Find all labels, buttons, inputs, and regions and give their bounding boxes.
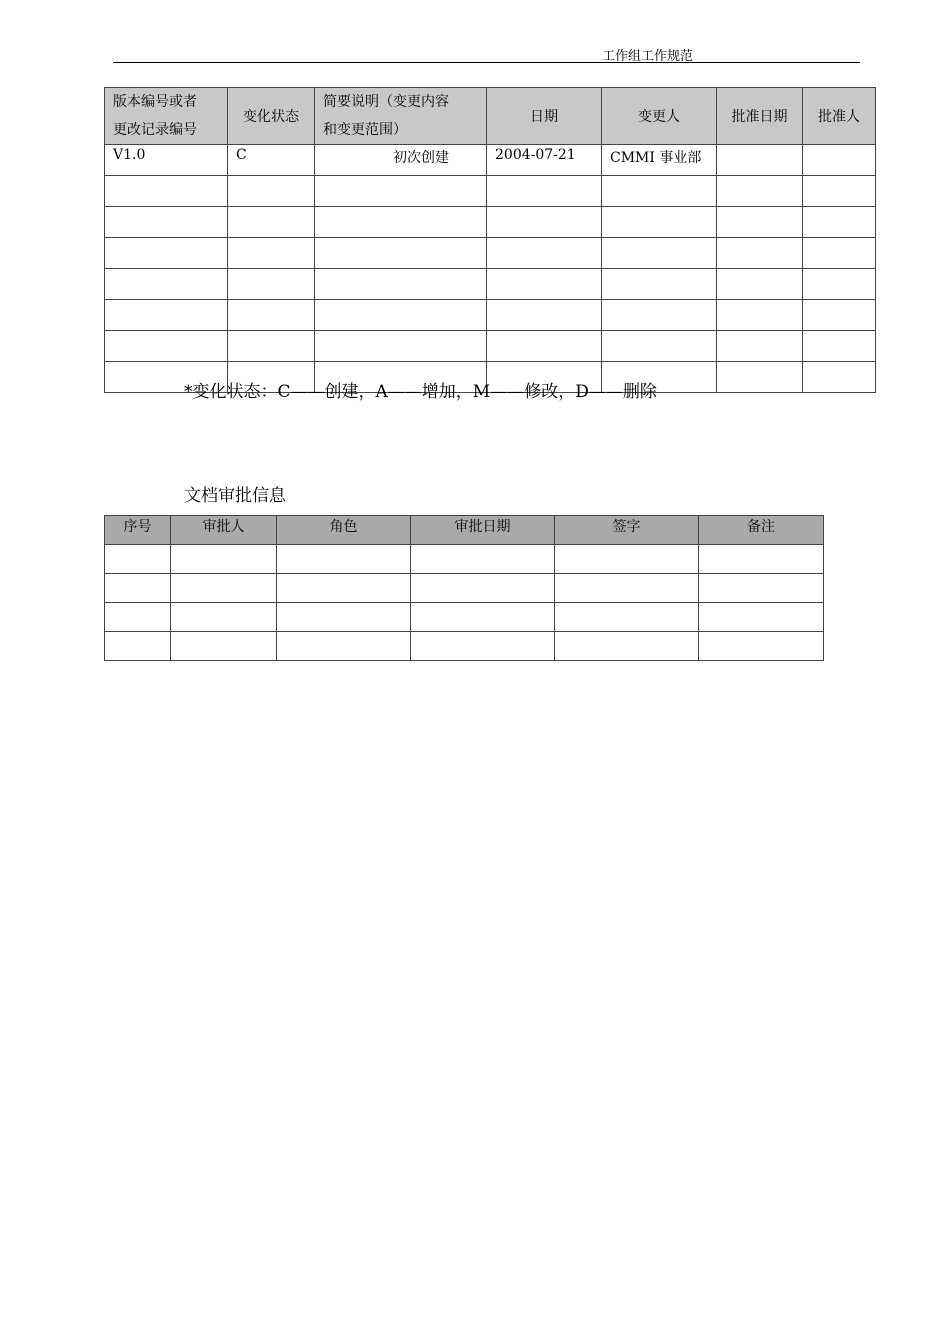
- cell: [803, 331, 876, 362]
- note-item-add: A——增加，: [375, 382, 473, 402]
- approval-header-row: [105, 516, 824, 545]
- change-table-header-row: [105, 88, 876, 145]
- cell: [803, 176, 876, 207]
- cell: [487, 300, 602, 331]
- cell: [105, 300, 228, 331]
- cell: [555, 603, 699, 632]
- cell: [602, 207, 717, 238]
- cell: [411, 603, 555, 632]
- cell: [699, 574, 824, 603]
- cell: [105, 574, 171, 603]
- table-row: [105, 545, 824, 574]
- cell: [487, 176, 602, 207]
- header-role: 角色: [277, 516, 411, 545]
- header-approval-date: 批准日期: [717, 88, 803, 145]
- cell: [717, 300, 803, 331]
- header-version-line1: 版本编号或者: [113, 94, 197, 110]
- header-remarks: 备注: [699, 516, 824, 545]
- cell: [105, 176, 228, 207]
- cell: [411, 545, 555, 574]
- cell-approver: [803, 145, 876, 176]
- header-divider: [113, 62, 860, 63]
- cell: [171, 545, 277, 574]
- cell: [803, 207, 876, 238]
- cell: [555, 545, 699, 574]
- header-version-line2: 更改记录编号: [113, 122, 197, 138]
- cell: [105, 632, 171, 661]
- cell-version: V1.0: [105, 145, 228, 176]
- cell: [717, 269, 803, 300]
- cell: [315, 269, 487, 300]
- cell: [602, 300, 717, 331]
- table-row: [105, 603, 824, 632]
- cell: [315, 300, 487, 331]
- cell: [602, 331, 717, 362]
- cell: [699, 632, 824, 661]
- table-row: [105, 145, 876, 176]
- header-brief-line2: 和变更范围）: [323, 122, 407, 138]
- cell: [487, 207, 602, 238]
- header-changer: 变更人: [602, 88, 717, 145]
- cell: [803, 300, 876, 331]
- approval-table: [104, 515, 824, 661]
- cell: [228, 207, 315, 238]
- cell: [803, 269, 876, 300]
- header-approver: 审批人: [171, 516, 277, 545]
- table-row: [105, 331, 876, 362]
- cell: [105, 545, 171, 574]
- header-seq: 序号: [105, 516, 171, 545]
- status-legend-note: [184, 377, 657, 402]
- table-row: [105, 632, 824, 661]
- note-prefix: *: [184, 382, 193, 402]
- cell: [699, 603, 824, 632]
- cell: [228, 269, 315, 300]
- cell: [699, 545, 824, 574]
- cell: [277, 603, 411, 632]
- cell: [803, 238, 876, 269]
- cell-approval-date: [717, 145, 803, 176]
- approval-section-title: 文档审批信息: [184, 486, 286, 506]
- cell-brief: 初次创建: [315, 145, 487, 176]
- cell-changer: CMMI 事业部: [602, 145, 717, 176]
- header-approver: 批准人: [803, 88, 876, 145]
- cell: [602, 238, 717, 269]
- cell: [277, 545, 411, 574]
- cell: [228, 331, 315, 362]
- cell: [315, 207, 487, 238]
- cell: [105, 238, 228, 269]
- table-row: [105, 574, 824, 603]
- header-brief: [315, 88, 487, 145]
- cell: [717, 207, 803, 238]
- cell: [717, 176, 803, 207]
- cell: [487, 269, 602, 300]
- cell: [277, 574, 411, 603]
- table-row: [105, 300, 876, 331]
- page-header-title: 工作组工作规范: [601, 49, 693, 64]
- header-brief-line1: 简要说明（变更内容: [323, 94, 449, 110]
- cell: [602, 176, 717, 207]
- cell: [105, 603, 171, 632]
- header-date: 日期: [487, 88, 602, 145]
- header-signature: 签字: [555, 516, 699, 545]
- cell: [602, 269, 717, 300]
- cell: [717, 362, 803, 393]
- table-row: [105, 176, 876, 207]
- note-label: 变化状态：: [192, 382, 278, 402]
- table-row: [105, 207, 876, 238]
- cell: [717, 238, 803, 269]
- cell: [228, 238, 315, 269]
- table-row: [105, 269, 876, 300]
- cell: [411, 574, 555, 603]
- cell: [171, 632, 277, 661]
- cell: [228, 300, 315, 331]
- cell: [487, 331, 602, 362]
- cell: [315, 331, 487, 362]
- cell: [555, 632, 699, 661]
- cell: [105, 269, 228, 300]
- cell: [315, 176, 487, 207]
- header-status: 变化状态: [228, 88, 315, 145]
- cell: [803, 362, 876, 393]
- header-approval-date: 审批日期: [411, 516, 555, 545]
- cell-status: C: [228, 145, 315, 176]
- cell: [315, 238, 487, 269]
- cell: [411, 632, 555, 661]
- cell: [555, 574, 699, 603]
- cell: [105, 331, 228, 362]
- cell: [105, 207, 228, 238]
- cell: [487, 238, 602, 269]
- cell: [171, 603, 277, 632]
- note-item-delete: D——删除: [575, 382, 657, 402]
- cell: [171, 574, 277, 603]
- cell: [717, 331, 803, 362]
- change-record-table: [104, 87, 876, 393]
- note-item-modify: M——修改，: [472, 382, 576, 402]
- table-row: [105, 238, 876, 269]
- cell: [277, 632, 411, 661]
- header-version: [105, 88, 228, 145]
- cell: [228, 176, 315, 207]
- cell-date: 2004-07-21: [487, 145, 602, 176]
- note-item-create: C——创建，: [277, 382, 376, 402]
